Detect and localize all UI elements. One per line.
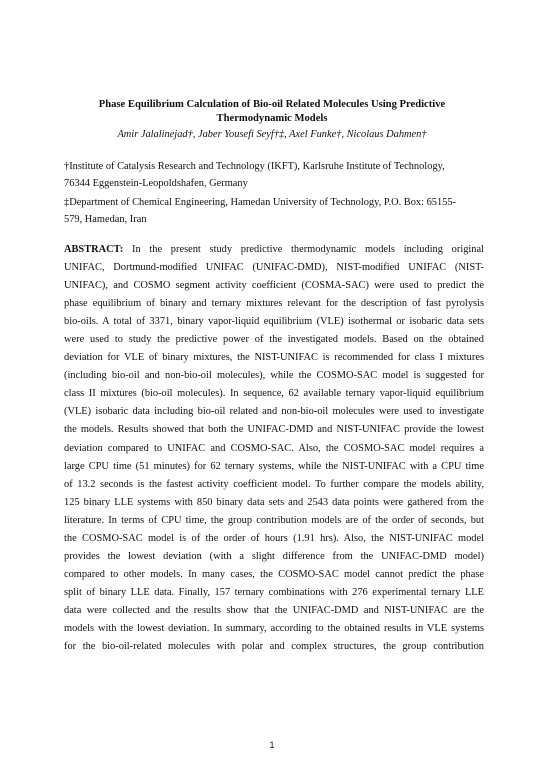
abstract-line: [64, 440, 484, 458]
abstract-line-text: deviation compared to UNIFAC and COSMO-SAC. Also, the COSMO-SAC model requires a: [64, 442, 484, 454]
abstract-line-text: large CPU time (51 minutes) for 62 ternary systems, while the NIST-UNIFAC with a CPU time: [64, 460, 484, 472]
abstract-line: [64, 259, 484, 277]
abstract-line: [64, 512, 484, 530]
author-list: Amir Jalalinejad†, Jaber Yousefi Seyf†‡, Axel Funke†, Nicolaus Dahmen†: [117, 129, 427, 140]
affiliation-1-line-2: 76344 Eggenstein-Leopoldshafen, Germany: [64, 178, 248, 189]
abstract-line-text: split of binary LLE data. Finally, 157 ternary combinations with 276 experimental ternary LLE: [64, 586, 484, 598]
abstract-line: [64, 331, 484, 349]
abstract-line: [64, 458, 484, 476]
abstract-line-text: the models. Results showed that both the UNIFAC-DMD and NIST-UNIFAC provide the lowest: [64, 424, 484, 436]
affiliation-2-line-2: 579, Hamedan, Iran: [64, 214, 147, 225]
abstract-line: [64, 385, 484, 403]
abstract-line-text: of 13.2 seconds is the fastest activity coefficient model. To further compare the models ability,: [64, 478, 484, 490]
abstract-line: [64, 277, 484, 295]
abstract-line-text: the COSMO-SAC model is of the order of hours (1.91 hrs). Also, the NIST-UNIFAC model: [64, 532, 484, 544]
abstract-line: [64, 241, 484, 259]
abstract-line: [64, 476, 484, 494]
abstract-line-text: provides the lowest deviation (with a slight difference from the UNIFAC-DMD model): [64, 550, 484, 562]
abstract-line: [64, 349, 484, 367]
abstract-line: [64, 530, 484, 548]
abstract-line: [64, 620, 484, 638]
affiliation-1-line-1: †Institute of Catalysis Research and Technology (IKFT), Karlsruhe Institute of Technology,: [64, 161, 445, 172]
abstract-line-text: 125 binary LLE systems with 850 binary data sets and 2543 data points were gathered from the: [64, 496, 484, 508]
abstract-line-text: data were collected and the results show that the UNIFAC-DMD and NIST-UNIFAC are the: [64, 604, 484, 616]
abstract: [64, 241, 484, 656]
abstract-line-text: were used to study the predictive power of the investigated models. Based on the obtained: [64, 334, 484, 346]
page-number: 1: [269, 740, 275, 750]
abstract-line-text: models with the lowest deviation. In summary, according to the obtained results in VLE systems: [64, 622, 484, 634]
abstract-line: [64, 548, 484, 566]
abstract-line: [64, 584, 484, 602]
abstract-line: [64, 313, 484, 331]
abstract-line: [64, 494, 484, 512]
abstract-line-text: UNIFAC, Dortmund-modified UNIFAC (UNIFAC-DMD), NIST-modified UNIFAC (NIST-: [64, 262, 484, 274]
abstract-line: [64, 566, 484, 584]
abstract-line-text: (including bio-oil and non-bio-oil molecules), while the COSMO-SAC model is suggested for: [64, 370, 484, 382]
abstract-line: [64, 638, 484, 656]
affiliation-2-line-1: ‡Department of Chemical Engineering, Hamedan University of Technology, P.O. Box: 65155-: [64, 197, 457, 208]
affiliation-1: [64, 158, 484, 192]
abstract-line-text: bio-oils. A total of 3371, binary vapor-liquid equilibrium (VLE) isothermal or isobaric data sets: [64, 316, 484, 328]
title-line-1: Phase Equilibrium Calculation of Bio-oil Related Molecules Using Predictive: [98, 99, 446, 110]
abstract-heading: ABSTRACT:: [64, 244, 124, 255]
abstract-line: [64, 295, 484, 313]
abstract-line: [64, 367, 484, 385]
abstract-line-text: for the bio-oil-related molecules with polar and complex structures, the group contribution: [64, 641, 484, 653]
abstract-line-text: deviation for VLE of binary mixtures, the NIST-UNIFAC is recommended for class I mixtures: [64, 352, 484, 364]
affiliation-2: [64, 194, 484, 228]
title-line-2: Thermodynamic Models: [216, 113, 328, 124]
paper-title: [80, 98, 464, 126]
abstract-line-text: literature. In terms of CPU time, the group contribution models are of the order of seconds, but: [64, 514, 484, 526]
abstract-line-text: In the present study predictive thermodynamic models including original: [123, 244, 484, 255]
abstract-line-text: UNIFAC), and COSMO segment activity coefficient (COSMA-SAC) were used to predict the: [64, 280, 484, 292]
abstract-line-text: (VLE) isobaric data including bio-oil related and non-bio-oil molecules were used to investigate: [64, 406, 484, 418]
abstract-line-text: phase equilibrium of binary and ternary mixtures relevant for the description of fast pyrolysis: [64, 298, 484, 310]
abstract-line: [64, 602, 484, 620]
abstract-line: [64, 421, 484, 439]
abstract-line: [64, 403, 484, 421]
abstract-line-text: class II mixtures (bio-oil molecules). In sequence, 62 available ternary vapor-liquid equilibrium: [64, 388, 484, 400]
abstract-line-text: compared to other models. In many cases, the COSMO-SAC model cannot predict the phase: [64, 568, 484, 580]
